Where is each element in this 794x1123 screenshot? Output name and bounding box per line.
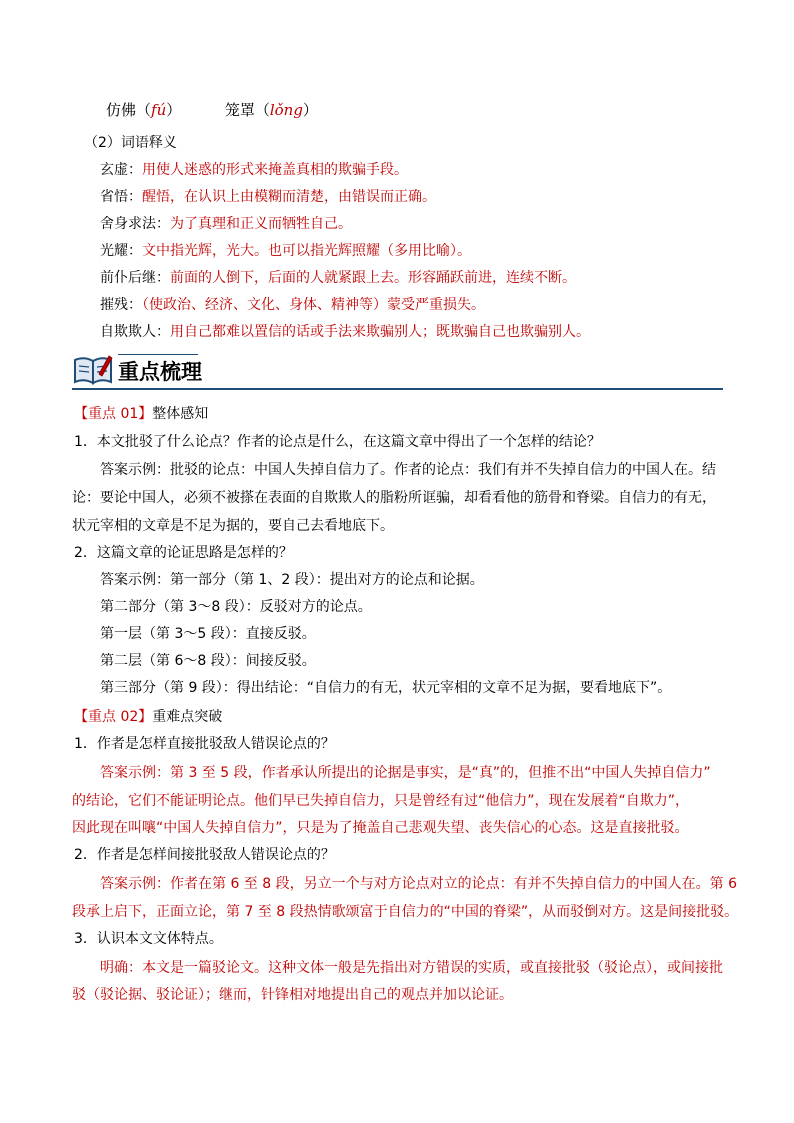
vocab-term: 前仆后继： [100,270,170,286]
question: 1．作者是怎样直接批驳敌人错误论点的？ [74,736,335,752]
answer-line: 驳（驳论据、驳论证）；继而，针锋相对地提出自己的观点并加以论证。 [72,987,513,1003]
question: 2．作者是怎样间接批驳敌人错误论点的？ [74,847,335,863]
key-title: 整体感知 [152,406,209,422]
pinyin-long: lǒng [269,101,303,119]
vocab-term: 省悟： [100,189,142,205]
vocab-heading: （2）词语释义 [84,135,177,151]
section-title: 重点梳理 [118,360,202,384]
vocab-item [100,187,436,207]
vocab-definition: 前面的人倒下，后面的人就紧跟上去。形容踊跃前进，连续不断。 [170,270,576,286]
answer-line: 第二部分（第 3～8 段）：反驳对方的论点。 [100,599,372,615]
vocab-item [100,295,485,315]
vocab-item [100,214,352,234]
answer-line: 明确：本文是一篇驳论文。这种文体一般是先指出对方错误的实质，或直接批驳（驳论点），或间接批 [100,960,723,976]
close-paren: ） [302,101,318,119]
vocab-definition: （使政治、经济、文化、身体、精神等）蒙受严重损失。 [142,297,485,313]
answer-line: 论：要论中国人，必须不被搽在表面的自欺欺人的脂粉所诓骗，却看看他的筋骨和脊梁。自信力的有无， [72,490,716,506]
vocab-definition: 用自己都难以置信的话或手法来欺骗别人；既欺骗自己也欺骗别人。 [170,324,590,340]
word-longzhao: 笼罩（ [224,101,270,119]
key-tag: 【重点 01】 [74,406,153,422]
answer-line: 第三部分（第 9 段）：得出结论：“自信力的有无，状元宰相的文章不足为据，要看地底下”。 [100,680,672,696]
key-heading [74,404,208,424]
question: 2．这篇文章的论证思路是怎样的？ [74,545,293,561]
answer-line: 段承上启下，正面立论，第 7 至 8 段热情歌颂富于自信力的“中国的脊梁”，从而驳倒对方。这是间接批驳。 [72,904,739,920]
vocab-term: 摧残： [100,297,142,313]
answer-line: 第二层（第 6～8 段）：间接反驳。 [100,653,316,669]
pinyin-line [106,100,318,120]
vocab-definition: 醒悟，在认识上由模糊而清楚，由错误而正确。 [142,189,436,205]
question: 3．认识本文文体特点。 [74,931,223,947]
vocab-term: 光耀： [100,243,142,259]
pinyin-fu: fú [151,101,167,119]
answer-line: 答案示例：第 3 至 5 段，作者承认所提出的论据是事实，是“真”的，但推不出“中国人失掉自信力” [100,765,711,781]
key-title: 重难点突破 [152,709,223,725]
vocab-definition: 用使人迷惑的形式来掩盖真相的欺骗手段。 [142,162,408,178]
key-tag: 【重点 02】 [74,709,153,725]
answer-line: 的结论，它们不能证明论点。他们早已失掉自信力，只是曾经有过“他信力”，现在发展着“自欺力”， [72,793,690,809]
vocab-term: 舍身求法： [100,216,170,232]
close-paren: ） [166,101,182,119]
word-fangfu: 仿佛（ [106,101,152,119]
open-book-pencil-icon [72,352,114,386]
vocab-item [100,322,590,342]
key-heading [74,707,222,727]
answer-line: 状元宰相的文章是不足为据的，要自己去看地底下。 [72,518,394,534]
vocab-term: 玄虚： [100,162,142,178]
header-rule [72,388,723,390]
vocab-item [100,160,408,180]
vocab-definition: 为了真理和正义而牺牲自己。 [170,216,352,232]
answer-line: 因此现在叫嚷“中国人失掉自信力”，只是为了掩盖自己悲观失望、丧失信心的心态。这是直接批驳。 [72,820,689,836]
vocab-item [100,241,471,261]
header-top-rule [118,354,198,355]
vocab-term: 自欺欺人： [100,324,170,340]
vocab-definition: 文中指光辉，光大。也可以指光辉照耀（多用比喻）。 [142,243,471,259]
answer-line: 答案示例：第一部分（第 1、2 段）：提出对方的论点和论据。 [100,572,484,588]
answer-line: 答案示例：批驳的论点：中国人失掉自信力了。作者的论点：我们有并不失掉自信力的中国人在。结 [100,462,716,478]
question: 1．本文批驳了什么论点？作者的论点是什么，在这篇文章中得出了一个怎样的结论？ [74,434,601,450]
answer-line: 第一层（第 3～5 段）：直接反驳。 [100,626,316,642]
answer-line: 答案示例：作者在第 6 至 8 段，另立一个与对方论点对立的论点：有并不失掉自信力的中国人在。第 6 [100,876,737,892]
vocab-item [100,268,576,288]
